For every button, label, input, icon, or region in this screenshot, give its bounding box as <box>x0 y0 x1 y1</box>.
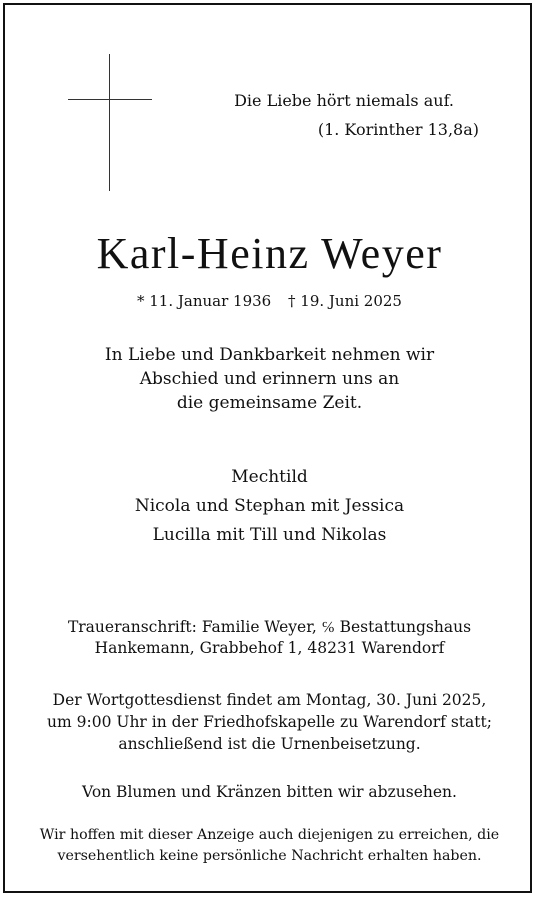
service-line: Der Wortgottesdienst findet am Montag, 30. Juni 2025, <box>52 691 487 709</box>
mourners-list <box>0 463 539 550</box>
mourner-line: Mechtild <box>231 467 308 487</box>
farewell-line: die gemeinsame Zeit. <box>176 393 363 413</box>
address-line: Traueranschrift: Familie Weyer, ℅ Bestattungshaus <box>67 618 472 636</box>
farewell-text <box>0 343 539 415</box>
closing-note <box>0 825 539 867</box>
flowers-note: Von Blumen und Kränzen bitten wir abzusehen. <box>82 783 457 801</box>
address-line: Hankemann, Grabbehof 1, 48231 Warendorf <box>94 638 445 657</box>
service-line: anschließend ist die Urnenbeisetzung. <box>118 735 421 753</box>
closing-line: Wir hoffen mit dieser Anzeige auch diejenigen zu erreichen, die <box>39 827 500 843</box>
farewell-line: In Liebe und Dankbarkeit nehmen wir <box>104 345 435 365</box>
service-info <box>0 689 539 755</box>
bible-quote: Die Liebe hört niemals auf. <box>234 91 454 110</box>
cross-vertical-bar <box>109 54 110 191</box>
death-date: † 19. Juni 2025 <box>288 292 402 310</box>
deceased-name: Karl-Heinz Weyer <box>96 229 443 278</box>
mourner-line: Nicola und Stephan mit Jessica <box>134 496 405 516</box>
birth-date: * 11. Januar 1936 <box>137 292 272 310</box>
bible-reference: (1. Korinther 13,8a) <box>317 120 479 139</box>
mourner-line: Lucilla mit Till und Nikolas <box>152 525 387 545</box>
farewell-line: Abschied und erinnern uns an <box>139 369 400 389</box>
closing-line: versehentlich keine persönliche Nachricht erhalten haben. <box>57 848 482 864</box>
mourning-address <box>0 617 539 658</box>
service-line: um 9:00 Uhr in der Friedhofskapelle zu Warendorf statt; <box>47 713 492 731</box>
life-dates <box>0 291 539 311</box>
